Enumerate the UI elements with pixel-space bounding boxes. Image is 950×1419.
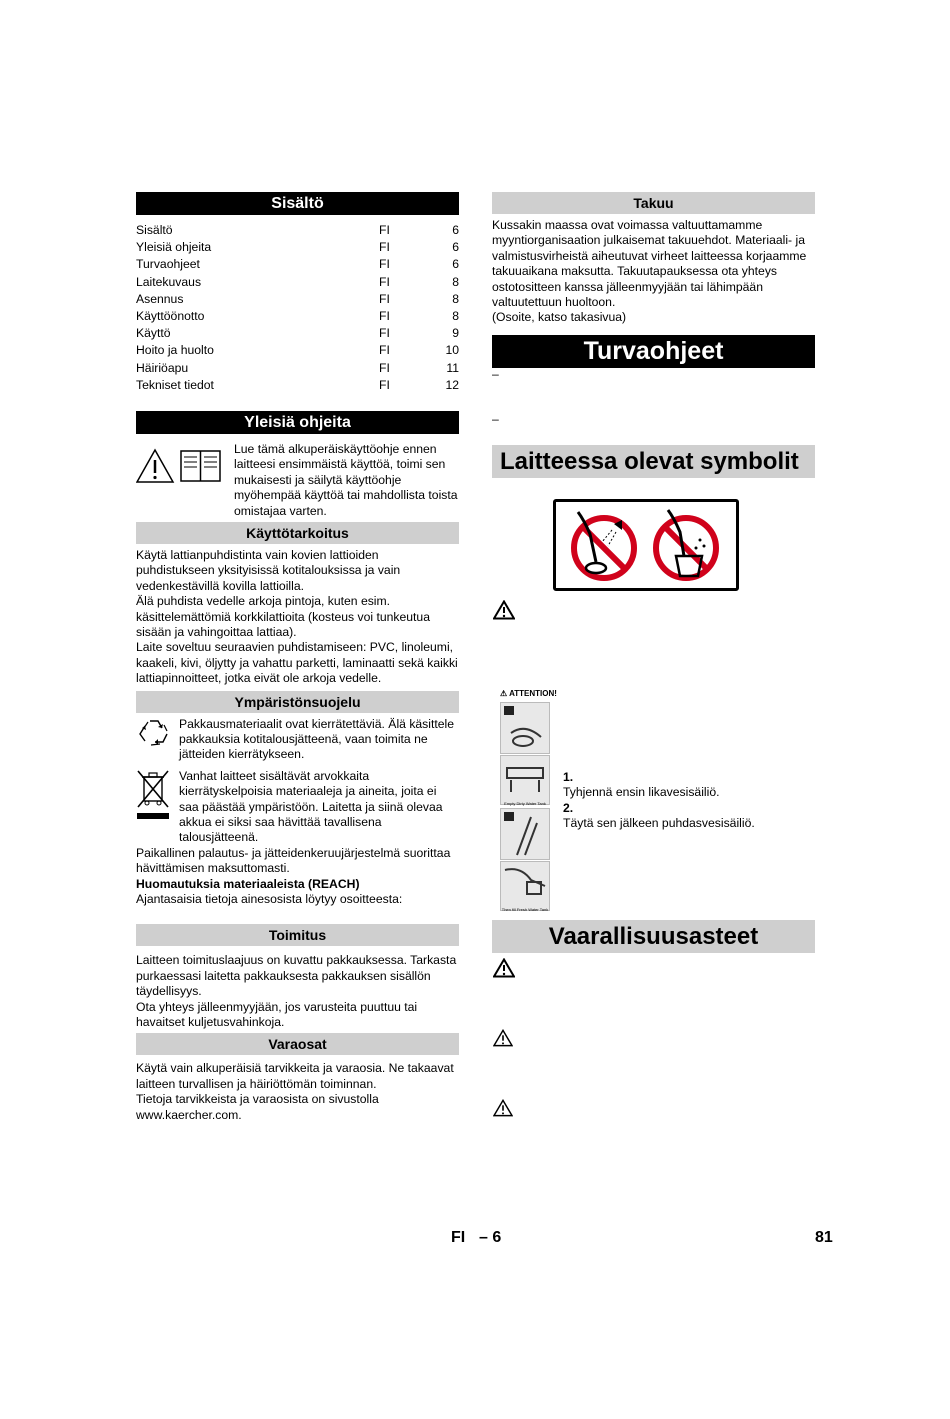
general-block (136, 442, 459, 519)
reach-title: Huomautuksia materiaaleista (REACH) (136, 876, 360, 891)
toc-row (136, 239, 459, 256)
footer-page-number: 81 (815, 1229, 833, 1246)
toc-entry-page: 6 (452, 223, 459, 237)
general-heading: Yleisiä ohjeita (136, 411, 459, 434)
warning-manual-icon (136, 442, 234, 519)
step-image-2 (500, 755, 550, 805)
step-image-1 (500, 702, 550, 754)
toc-entry-lang: FI (379, 257, 390, 272)
attention-label: ⚠ ATTENTION! (500, 689, 557, 698)
toc-entry-title: Laitekuvaus (136, 274, 202, 289)
toc-entry-page: 8 (452, 291, 459, 306)
steps-text (563, 770, 813, 832)
step-2-text: Täytä sen jälkeen puhdasvesisäiliö. (563, 816, 755, 831)
toc-entry-page: 8 (452, 274, 459, 289)
toc-row (136, 274, 459, 291)
footer-section: FI (451, 1229, 466, 1246)
environment-heading: Ympäristönsuojelu (136, 691, 459, 713)
toc-entry-lang: FI (379, 360, 390, 375)
step-2-number: 2. (563, 800, 574, 815)
prohibition-symbols-panel (553, 499, 739, 591)
reach-text: Ajantasaisia tietoja ainesosista löytyy osoitteesta: (136, 892, 403, 907)
step-1-number: 1. (563, 770, 574, 784)
toc-entry-title: Yleisiä ohjeita (136, 240, 212, 255)
toc-entry-page: 11 (446, 360, 459, 375)
warranty-heading: Takuu (492, 192, 815, 214)
toc-row (136, 377, 459, 394)
parts-text: Käytä vain alkuperäisiä tarvikkeita ja varaosia. Ne takaavat laitteen turvallisen ja häiriöttömän toiminnan. Tietoja tarvikkeista ja varaosista on sivustolla www.kaercher.com. (136, 1061, 454, 1122)
toc-entry-title: Käyttö (136, 326, 171, 341)
toc-entry-title: Asennus (136, 291, 184, 306)
toc-entry-page: 9 (452, 326, 459, 341)
step-image-3 (500, 808, 550, 860)
general-text: Lue tämä alkuperäiskäyttöohje ennen laitteesi ensimmäistä käyttöä, toimi sen mukaisesti ja säilytä käyttöohje myöhempää käyttöä tai mahdollista toista omistajaa varten. (234, 441, 458, 518)
toc-entry-title: Häiriöapu (136, 360, 189, 375)
toc-row (136, 325, 459, 342)
toc-entry-page: 12 (445, 377, 459, 392)
purpose-heading: Käyttötarkoitus (136, 522, 459, 544)
hazard-heading: Vaarallisuusasteet (492, 920, 815, 953)
recycle-icon (136, 717, 179, 763)
recycle-block (136, 717, 459, 763)
parts-heading: Varaosat (136, 1033, 459, 1055)
step-image-4 (500, 861, 550, 911)
step-image-2-caption: Empty Dirty Water Tank (504, 801, 546, 806)
toc-entry-lang: FI (379, 377, 390, 392)
delivery-text: Laitteen toimituslaajuus on kuvattu pakkauksessa. Tarkasta purkaessasi laitetta pakkauksesta pakkauksen sisällön täydellisyys. Ota yhteys jälleenmyyjään, jos varusteita puuttuu tai havaitset kuljetusvahinkoja. (136, 953, 457, 1030)
toc-list (136, 222, 459, 394)
safety-heading: Turvaohjeet (492, 335, 815, 368)
toc-entry-page: 8 (452, 308, 459, 323)
toc-entry-lang: FI (379, 326, 390, 341)
weee-block (136, 769, 459, 846)
toc-entry-page: 6 (452, 257, 459, 272)
toc-entry-title: Sisältö (136, 223, 173, 237)
toc-entry-page: 10 (445, 343, 459, 358)
toc-row (136, 308, 459, 325)
hazard-warning-icon (493, 1029, 513, 1047)
weee-text: Vanhat laitteet sisältävät arvokkaita kierrätyskelpoisia materiaaleja ja aineita, joita ei saa päästää ympäristöön. Laitetta ja siinä olevaa akkua ei siksi saa hävittää tavallisena talousjätteenä. (179, 768, 443, 845)
hazard-danger-icon (493, 958, 515, 978)
toc-entry-lang: FI (379, 240, 390, 255)
toc-row (136, 222, 459, 239)
toc-entry-title: Käyttöönotto (136, 308, 205, 323)
toc-entry-lang: FI (379, 291, 390, 306)
step-image-4-caption: Then fill Fresh Water Tank (501, 907, 549, 912)
toc-row (136, 256, 459, 273)
toc-row (136, 291, 459, 308)
right-column (492, 192, 815, 368)
safety-dash-1: – (492, 367, 499, 381)
hazard-caution-icon (493, 1099, 513, 1117)
toc-entry-lang: FI (379, 274, 390, 289)
delivery-heading: Toimitus (136, 924, 459, 946)
toc-entry-page: 6 (452, 240, 459, 255)
toc-entry-title: Turvaohjeet (136, 257, 200, 272)
warning-triangle-icon (493, 600, 515, 620)
symbols-heading: Laitteessa olevat symbolit (492, 445, 815, 478)
toc-entry-lang: FI (379, 343, 390, 358)
purpose-text: Käytä lattianpuhdistinta vain kovien lattioiden puhdistukseen yksityisissä kotitalouksissa ja vain vedenkestävillä kovilla lattioilla. Älä puhdista vedelle arkoja pintoja, kuten esim. käsittelemättömiä korkkilattioita (kosteus voi tunkeutua sisään ja vahingoittaa lattiaa). Laite soveltuu seuraavien puhdistamiseen: PVC, linoleumi, kaakeli, kivi, öljytty ja vahattu parketti, laminaatti sekä kaikki lattiapinnoitteet, jotka eivät ole arkoja vedelle. (136, 547, 458, 686)
toc-entry-lang: FI (379, 308, 390, 323)
toc-entry-title: Tekniset tiedot (136, 377, 214, 392)
no-water-jet-icon (556, 502, 736, 588)
footer-page-label: – 6 (479, 1229, 502, 1246)
toc-heading: Sisältö (136, 192, 459, 215)
toc-entry-title: Hoito ja huolto (136, 343, 214, 358)
safety-dash-2: – (492, 412, 499, 426)
recycle-text: Pakkausmateriaalit ovat kierrätettäviä. Älä käsittele pakkauksia kotitalousjätteenä, vaan toimita ne jätteiden kierrätykseen. (179, 716, 455, 762)
toc-row (136, 342, 459, 359)
toc-entry-lang: FI (379, 223, 390, 237)
crossed-bin-icon (136, 769, 179, 846)
warranty-text: Kussakin maassa ovat voimassa valtuuttamamme myyntiorganisaation julkaisemat takuuehdot. Materiaali- ja valmistusvirheistä aiheutuvat virheet laitteessa korjaamme takuuaikana maksutta. Takuutapauksessa ota yhteys ostotositteen kanssa jälleenmyyjään tai lähimpään valtuutettuun huoltoon. (Osoite, katso takasivua) (492, 218, 807, 325)
return-text: Paikallinen palautus- ja jätteidenkeruujärjestelmä suorittaa hävittämisen maksuttomasti. (136, 845, 451, 876)
step-1-text: Tyhjennä ensin likavesisäiliö. (563, 785, 720, 800)
left-column (136, 192, 459, 1123)
toc-row (136, 360, 459, 377)
